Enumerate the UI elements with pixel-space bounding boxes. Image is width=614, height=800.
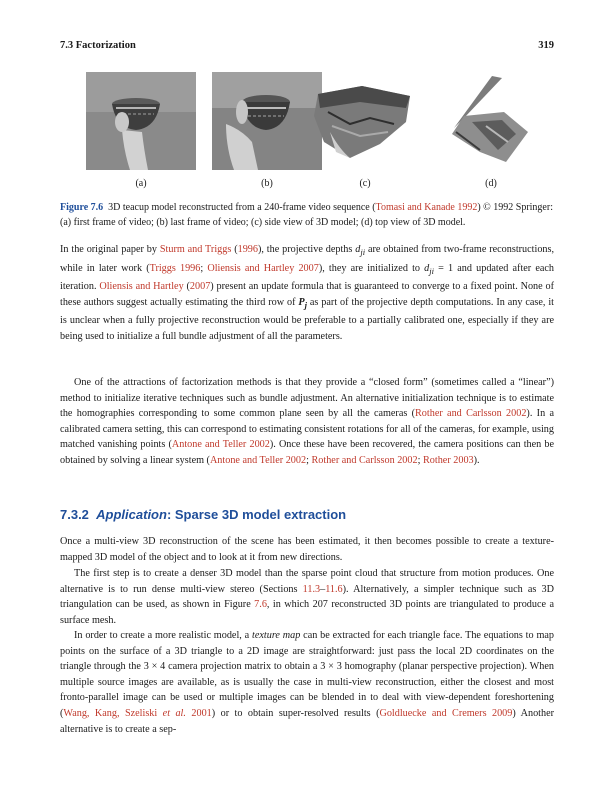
panel-label-c: (c) xyxy=(359,178,371,189)
citation-link[interactable]: Wang, Kang, Szeliski et al. 2001 xyxy=(63,707,212,719)
paragraph xyxy=(60,628,554,737)
text: ; xyxy=(306,454,312,466)
teacup-photo-last-frame-icon xyxy=(212,72,322,170)
section-number: 7.3.2 xyxy=(60,507,89,522)
section-heading xyxy=(60,507,554,522)
citation-link[interactable]: Antone and Teller 2002 xyxy=(171,439,270,451)
panel-label-b: (b) xyxy=(261,178,273,189)
text: ) Another alternative is to create a sep- xyxy=(60,707,555,735)
text: In the original paper by xyxy=(60,244,160,255)
text: ). In a calibrated camera setting, this can correspond to estimating consistent rotations for all of the cameras, for example, using matched vanishing points ( xyxy=(60,408,554,451)
caption-label: Figure 7.6 xyxy=(60,202,104,213)
paragraph xyxy=(60,375,554,469)
figure-caption xyxy=(60,200,554,230)
text: ( xyxy=(183,281,190,293)
cross-reference-link[interactable]: 7.6 xyxy=(254,599,267,611)
text: ). Alternatively, a simpler technique such as 3D triangulation can be used, as shown in Figure xyxy=(60,583,554,611)
text: ( xyxy=(231,244,238,255)
text: as part of the projective depth computations. In any case, it is unclear when a fully projective reconstruction would be preferable to a partially calibrated one, especially if they are being used to initialize a full bundle adjustment of all the parameters. xyxy=(60,296,555,343)
page-number: 319 xyxy=(538,40,554,51)
math-symbol: $d_{ji} = 1$ xyxy=(424,262,454,276)
text: ) or to obtain super-resolved results ( xyxy=(211,707,380,719)
teacup-photo-first-frame-icon xyxy=(86,72,196,170)
citation-link[interactable]: Goldluecke and Cremers 2009 xyxy=(379,707,513,719)
math-symbol: $P_j$ xyxy=(298,296,307,310)
citation-link[interactable]: Oliensis and Hartley 2007 xyxy=(207,262,319,274)
section-title-italic: Application xyxy=(96,507,167,522)
text: ; xyxy=(200,262,208,274)
citation-link[interactable]: Rother and Carlsson 2002 xyxy=(311,454,418,466)
citation-link[interactable]: Oliensis and Hartley xyxy=(99,281,184,293)
paragraph xyxy=(60,566,554,628)
text: – xyxy=(320,583,326,595)
text: are obtained from two-frame reconstructions, while in later work ( xyxy=(60,244,555,274)
citation-link[interactable]: Sturm and Triggs xyxy=(159,244,232,255)
paragraph xyxy=(60,242,554,345)
text: ; xyxy=(417,454,423,466)
text: In order to create a more realistic model, a xyxy=(74,630,253,641)
text: ). xyxy=(473,454,480,466)
text: and updated after each iteration. xyxy=(60,262,554,293)
figure-panel-a xyxy=(86,72,196,192)
running-header xyxy=(60,40,554,54)
citation-link[interactable]: Tomasi and Kanade 1992 xyxy=(375,202,478,213)
citation-link[interactable]: Triggs 1996 xyxy=(149,262,201,274)
citation-link[interactable]: 1996 xyxy=(237,244,258,255)
text: ), they are initialized to xyxy=(318,262,425,274)
text: Once a multi-view 3D reconstruction of the scene has been estimated, it then becomes possible to create a texture-mapped 3D model of the object and to look at it from new directions. xyxy=(60,536,554,563)
figure-panel-b xyxy=(212,72,322,192)
panel-label-a: (a) xyxy=(135,178,147,189)
teacup-3d-side-view-icon xyxy=(310,72,420,170)
text: can be extracted for each triangle face. The equations to map points on the surface of a 3D triangle to a 2D image are straightforward: just pass the local 2D coordinates on the triangle through the 3 × 4 camera projection matrix to obtain a 3 × 3 homography (planar perspective projection). When multiple source images are available, as is usually the case in multi-view reconstruction, either the closest and most fronto-parallel image can be used or multiple images can be blended in to deal with view-dependent foreshortening ( xyxy=(60,630,554,719)
panel-label-d: (d) xyxy=(485,178,497,189)
text: ), the projective depths xyxy=(257,244,356,255)
citation-link[interactable]: 2007 xyxy=(189,281,211,293)
cross-reference-link[interactable]: 11.3 xyxy=(302,583,321,595)
header-section-title: 7.3 Factorization xyxy=(60,40,136,51)
figure-panel-d xyxy=(436,72,546,192)
citation-link[interactable]: Rother 2003 xyxy=(422,454,474,466)
paragraph xyxy=(60,534,554,565)
citation-link[interactable]: Antone and Teller 2002 xyxy=(209,454,307,466)
text: , in which 207 reconstructed 3D points are triangulated to produce a surface mesh. xyxy=(60,599,554,626)
figure-7-6 xyxy=(60,72,554,192)
figure-panel-c xyxy=(310,72,420,192)
math-symbol: $d_{ji}$ xyxy=(355,244,366,258)
text: The first step is to create a denser 3D model than the sparse point cloud that structure from motion produces. One alternative is to run dense multi-view stereo (Sections xyxy=(60,568,554,595)
emphasis-term: texture map xyxy=(252,630,301,641)
text: One of the attractions of factorization methods is that they provide a “closed form” (sometimes called a “linear”) method to initialize iterative techniques such as bundle adjustment. An alternative initialization technique is to estimate the homographies corresponding to some common plane seen by all the cameras ( xyxy=(60,377,554,420)
caption-text: ) © 1992 Springer: (a) first frame of video; (b) last frame of video; (c) side view of 3D model; (d) top view of 3D model. xyxy=(60,202,553,228)
citation-link[interactable]: Rother and Carlsson 2002 xyxy=(415,408,527,420)
cross-reference-link[interactable]: 11.6 xyxy=(325,583,343,595)
caption-text: 3D teacup model reconstructed from a 240-frame video sequence ( xyxy=(108,202,376,213)
teacup-3d-top-view-icon xyxy=(436,72,546,170)
text: ). Once these have been recovered, the camera positions can then be obtained by solving a linear system ( xyxy=(60,439,555,466)
section-title: : Sparse 3D model extraction xyxy=(166,507,347,522)
text: ) present an update formula that is guaranteed to converge to a fixed point. None of these authors suggest actually estimating the third row of xyxy=(60,281,554,308)
